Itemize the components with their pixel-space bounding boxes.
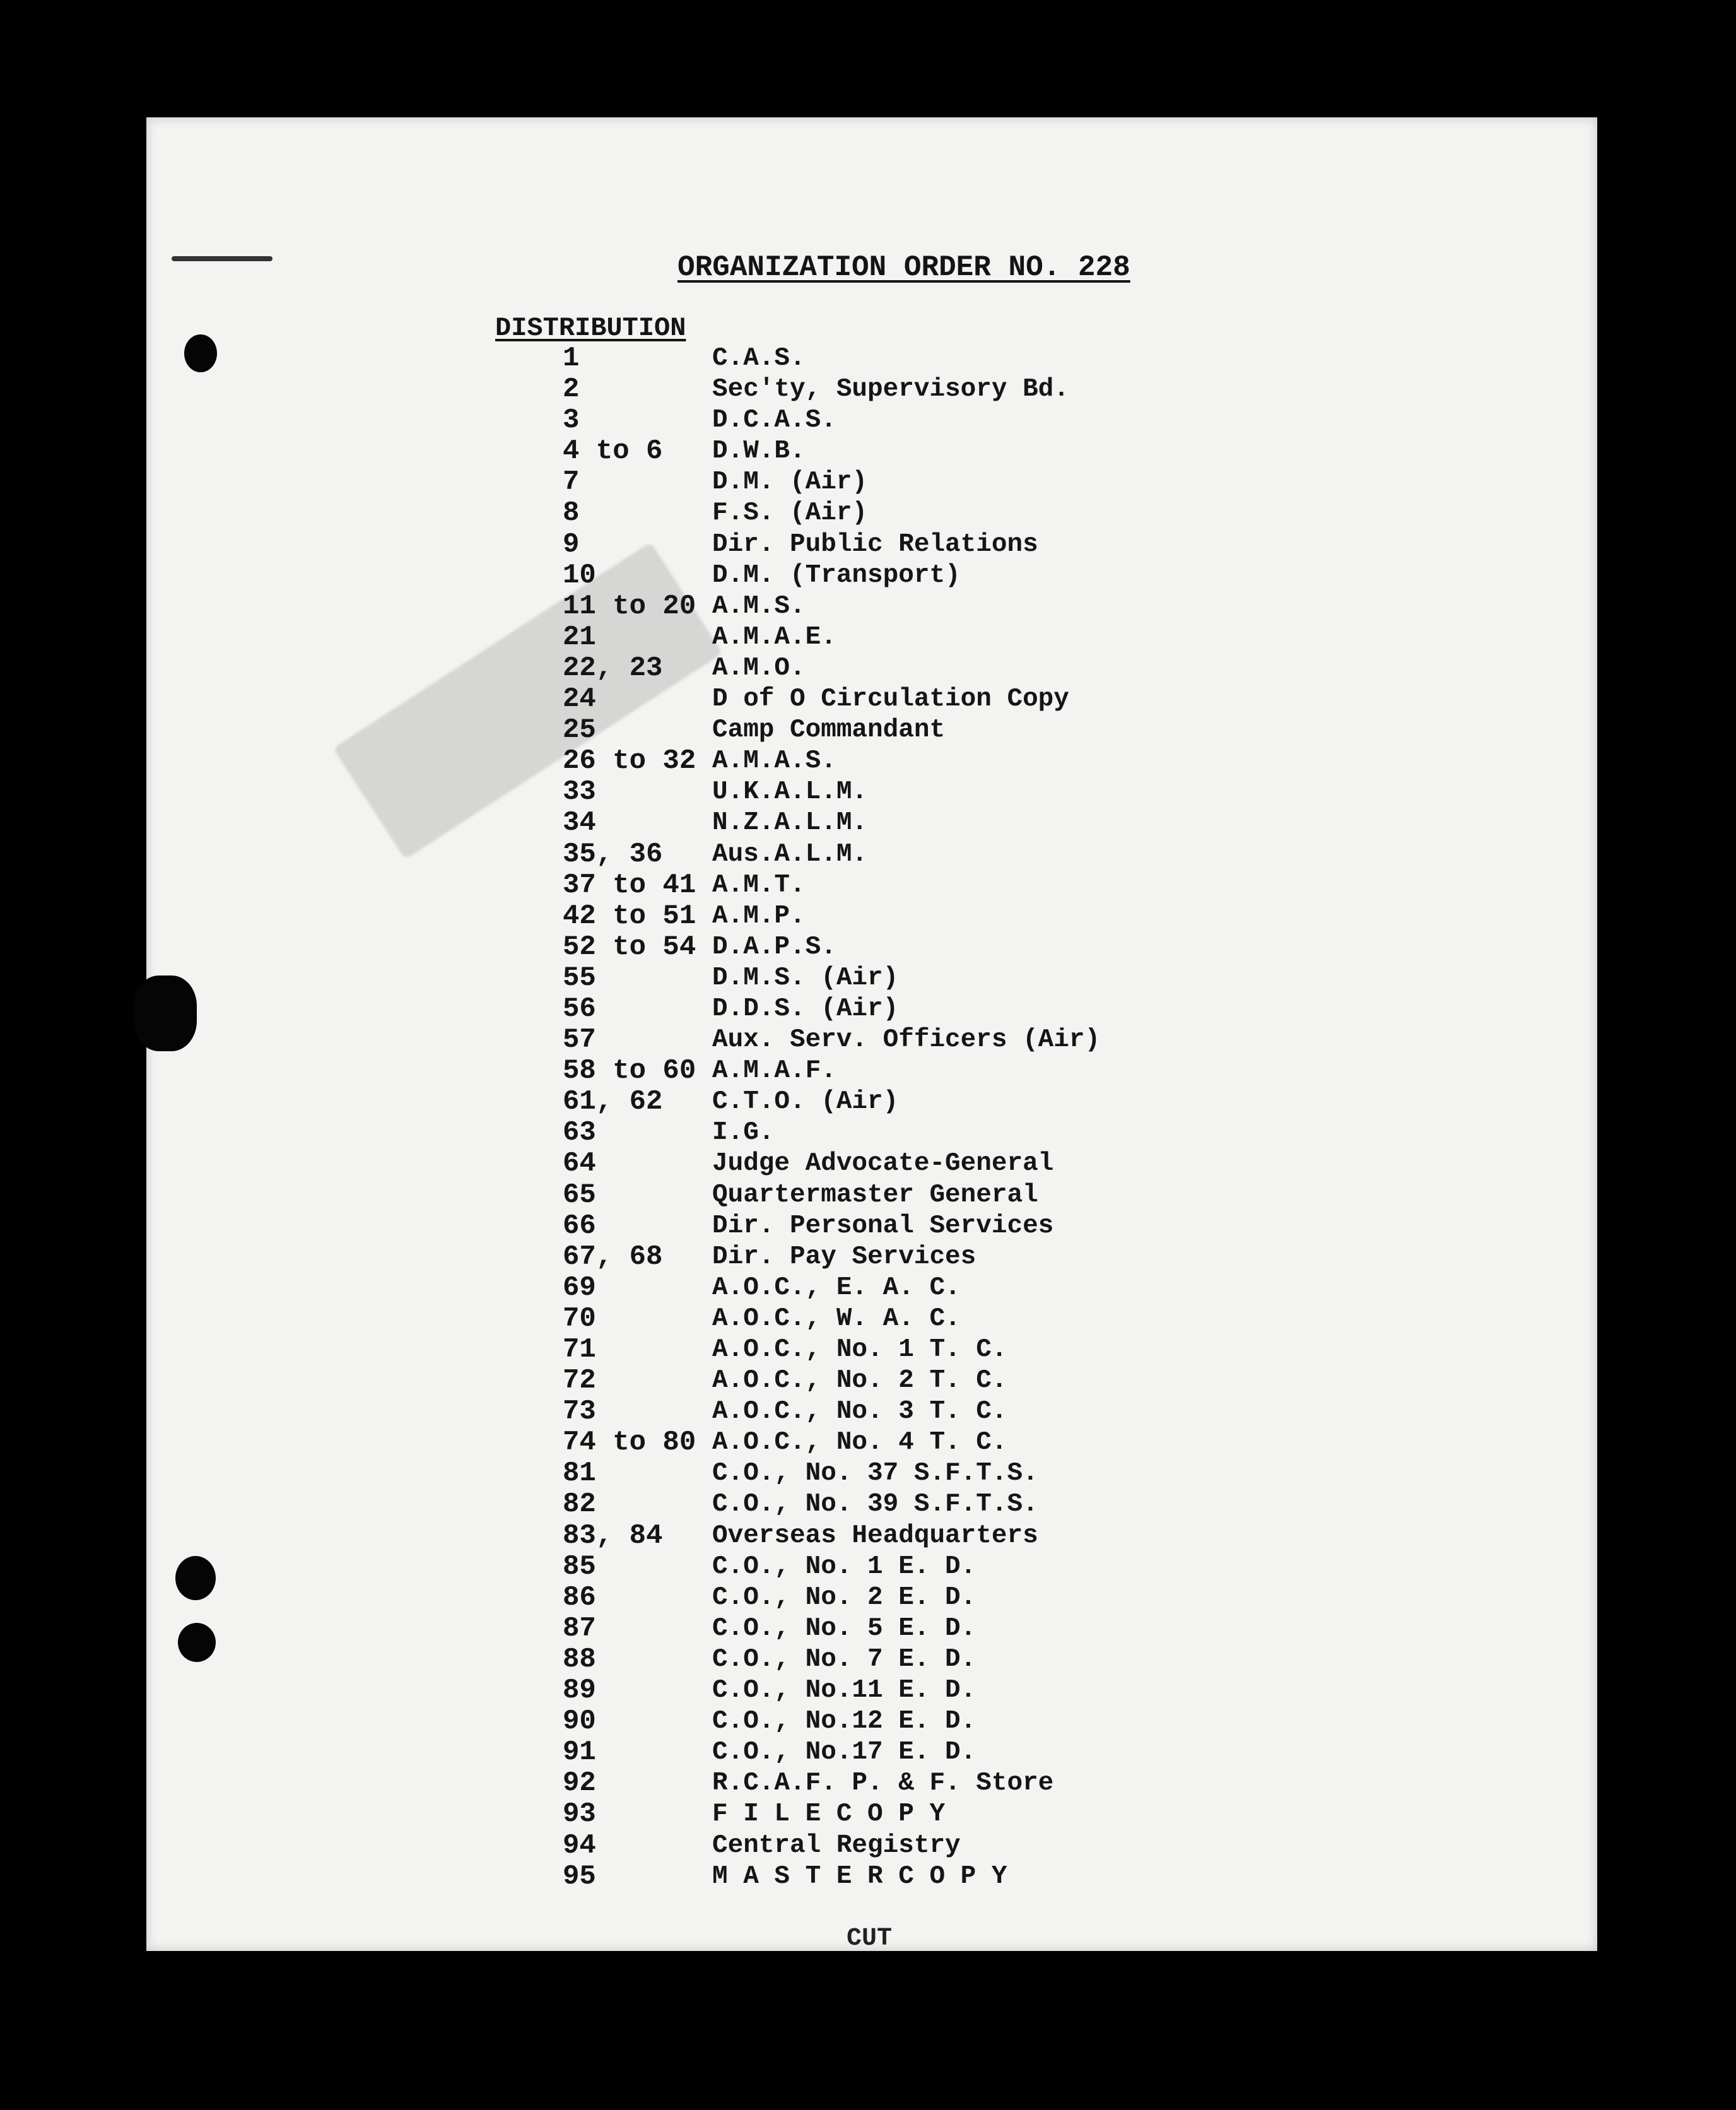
copy-numbers: 64 [563,1148,596,1180]
copy-numbers: 91 [563,1736,596,1769]
recipient: M A S T E R C O P Y [712,1861,1007,1891]
document-page [146,117,1597,1951]
recipient: A.O.C., No. 2 T. C. [712,1366,1007,1396]
copy-numbers: 2 [563,374,580,406]
recipient: Camp Commandant [712,716,946,745]
copy-numbers: 87 [563,1612,596,1644]
recipient: Aus.A.L.M. [712,839,868,869]
copy-numbers: 57 [563,1024,596,1056]
copy-numbers: 8 [563,497,580,529]
copy-numbers: 24 [563,683,596,716]
copy-numbers: 22, 23 [563,652,663,684]
copy-numbers: 94 [563,1829,596,1861]
recipient: I.G. [712,1118,775,1148]
copy-numbers: 69 [563,1271,596,1304]
recipient: D.D.S. (Air) [712,994,899,1023]
copy-numbers: 3 [563,404,580,437]
copy-numbers: 9 [563,528,580,560]
copy-numbers: 34 [563,807,596,839]
recipient: C.O., No. 1 E. D. [712,1552,976,1581]
punch-hole-middle [134,975,197,1051]
copy-numbers: 81 [563,1458,596,1490]
recipient: C.O., No. 37 S.F.T.S. [712,1459,1038,1488]
copy-numbers: 86 [563,1581,596,1613]
margin-mark [172,256,273,261]
copy-numbers: 88 [563,1643,596,1675]
copy-numbers: 33 [563,776,596,808]
copy-numbers: 71 [563,1334,596,1365]
copy-numbers: 72 [563,1365,596,1397]
copy-numbers: 61, 62 [563,1086,663,1118]
recipient: Dir. Public Relations [712,529,1038,559]
copy-numbers: 73 [563,1396,596,1428]
copy-numbers: 4 to 6 [563,435,663,468]
recipient: C.O., No.17 E. D. [712,1738,976,1767]
recipient: A.M.A.S. [712,746,836,776]
recipient: A.M.O. [712,653,806,683]
copy-numbers: 83, 84 [563,1519,663,1552]
recipient: U.K.A.L.M. [712,777,868,807]
recipient: A.O.C., E. A. C. [712,1273,961,1302]
recipient: C.O., No.12 E. D. [712,1707,976,1736]
recipient: R.C.A.F. P. & F. Store [712,1769,1054,1798]
copy-numbers: 11 to 20 [563,590,696,622]
copy-numbers: 21 [563,621,596,653]
copy-numbers: 82 [563,1488,596,1521]
copy-numbers: 95 [563,1860,596,1892]
recipient: C.O., No. 39 S.F.T.S. [712,1490,1038,1519]
copy-numbers: 58 to 60 [563,1055,696,1087]
recipient: C.O., No.11 E. D. [712,1676,976,1706]
recipient: A.M.P. [712,901,806,931]
recipient: A.O.C., No. 1 T. C. [712,1335,1007,1364]
copy-numbers: 63 [563,1117,596,1149]
recipient: A.O.C., No. 4 T. C. [712,1428,1007,1458]
recipient: D.M.S. (Air) [712,963,899,993]
recipient: D.W.B. [712,437,806,466]
tape-mark [333,542,723,859]
copy-numbers: 74 to 80 [563,1427,696,1459]
recipient: Aux. Serv. Officers (Air) [712,1025,1101,1055]
recipient: D.M. (Air) [712,468,868,497]
copy-numbers: 70 [563,1302,596,1335]
recipient: D.M. (Transport) [712,560,961,590]
recipient: D.A.P.S. [712,932,836,962]
copy-numbers: 56 [563,993,596,1025]
copy-numbers: 65 [563,1179,596,1211]
copy-numbers: 66 [563,1210,596,1242]
copy-numbers: 35, 36 [563,838,663,870]
distribution-heading: DISTRIBUTION [495,313,686,343]
recipient: D.C.A.S. [712,406,836,435]
copy-numbers: 37 to 41 [563,869,696,901]
document-title: ORGANIZATION ORDER NO. 228 [677,251,1130,284]
punch-hole-bottom [178,1623,216,1662]
recipient: C.O., No. 7 E. D. [712,1644,976,1674]
recipient: A.M.T. [712,870,806,900]
recipient: Quartermaster General [712,1180,1038,1210]
recipient: C.O., No. 2 E. D. [712,1582,976,1612]
recipient: F.S. (Air) [712,498,868,528]
recipient: C.O., No. 5 E. D. [712,1613,976,1643]
copy-numbers: 67, 68 [563,1241,663,1273]
recipient: A.M.S. [712,591,806,621]
copy-numbers: 52 to 54 [563,931,696,963]
copy-numbers: 42 to 51 [563,900,696,932]
copy-numbers: 92 [563,1767,596,1800]
recipient: Central Registry [712,1830,961,1860]
recipient: C.A.S. [712,344,806,373]
recipient: Sec'ty, Supervisory Bd. [712,375,1069,404]
copy-numbers: 25 [563,714,596,746]
recipient: F I L E C O P Y [712,1800,946,1829]
recipient: A.M.A.F. [712,1056,836,1086]
recipient: D of O Circulation Copy [712,685,1069,714]
recipient: A.M.A.E. [712,622,836,652]
recipient: Judge Advocate-General [712,1149,1054,1179]
copy-numbers: 55 [563,962,596,994]
recipient: Dir. Personal Services [712,1211,1054,1241]
copy-numbers: 89 [563,1675,596,1707]
copy-numbers: 1 [563,343,580,374]
recipient: A.O.C., No. 3 T. C. [712,1397,1007,1427]
recipient: N.Z.A.L.M. [712,808,868,838]
recipient: A.O.C., W. A. C. [712,1304,961,1333]
copy-numbers: 85 [563,1550,596,1582]
punch-hole-lower [175,1556,216,1600]
copy-numbers: 26 to 32 [563,745,696,777]
copy-numbers: 90 [563,1706,596,1738]
copy-numbers: 10 [563,559,596,591]
recipient: Overseas Headquarters [712,1521,1038,1550]
copy-numbers: 7 [563,466,580,498]
punch-hole-top [184,334,217,372]
copy-numbers: 93 [563,1798,596,1830]
footer-mark: CUT [847,1924,893,1953]
recipient: Dir. Pay Services [712,1242,976,1271]
recipient: C.T.O. (Air) [712,1087,899,1117]
